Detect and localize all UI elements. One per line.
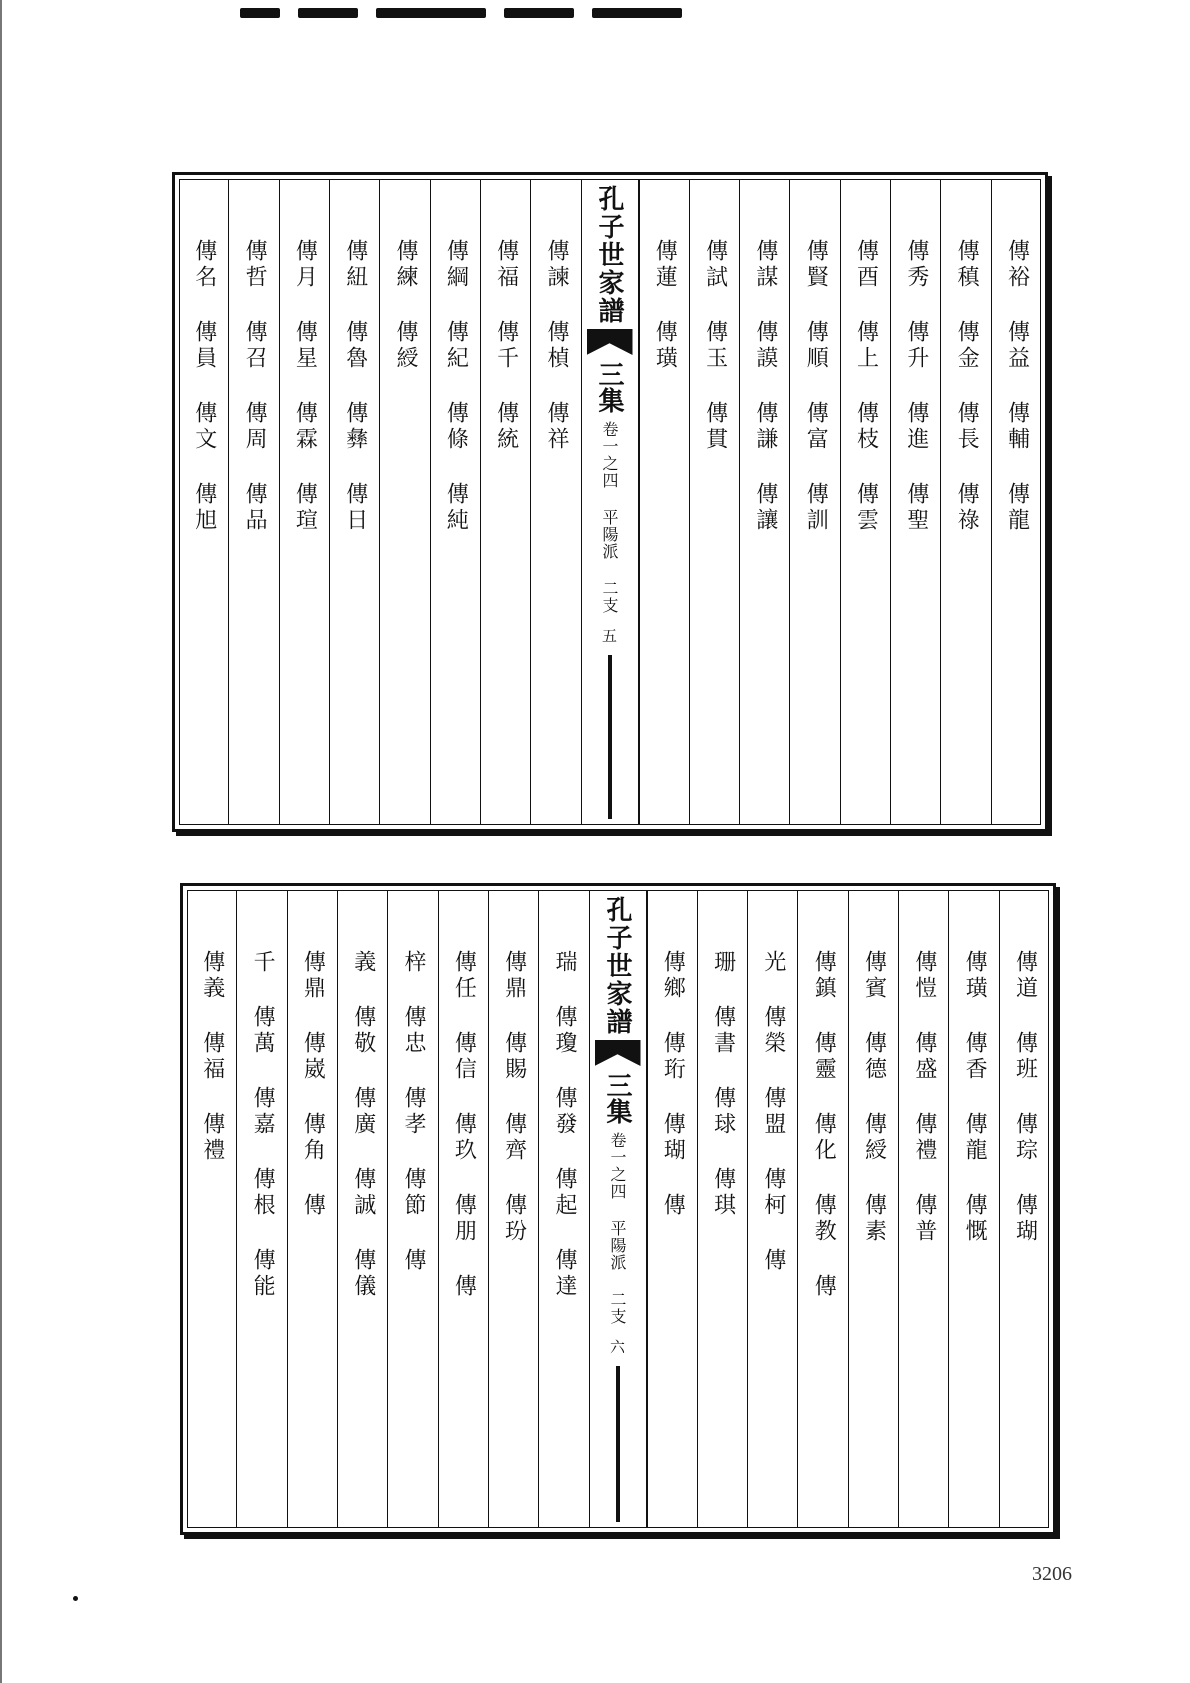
genealogy-column [329,179,379,825]
ink-mark [240,8,280,18]
genealogy-column [697,890,747,1528]
genealogy-column [898,890,948,1528]
lower-page-columns [187,890,1049,1528]
genealogy-names: 傳福 傳千 傳統 [493,239,519,453]
genealogy-names: 傳鼎 傳賜 傳齊 傳玢 [501,950,527,1245]
genealogy-column [739,179,789,825]
collection-label: 三集 [602,1072,632,1124]
genealogy-names: 千 傳萬 傳嘉 傳根 傳能 [250,950,276,1300]
genealogy-column [530,179,580,825]
genealogy-column [848,890,898,1528]
page-number: 3206 [1032,1563,1072,1585]
genealogy-names: 傳裕 傳益 傳輔 傳龍 [1004,239,1030,534]
ink-mark [504,8,574,18]
genealogy-names: 傳賓 傳德 傳綬 傳素 [861,950,887,1245]
genealogy-names: 光 傳榮 傳盟 傳柯 傳 [760,950,786,1274]
genealogy-names: 傳鄉 傳珩 傳瑚 傳 [660,950,686,1219]
genealogy-column [488,890,538,1528]
genealogy-column [236,890,286,1528]
genealogy-names: 傳綱 傳紀 傳條 傳純 [443,239,469,534]
collection-label: 三集 [594,361,624,413]
genealogy-names: 傳鼎 傳崴 傳角 傳 [300,950,326,1219]
chapter-label: 卷一之四 平陽派 二支 [600,421,619,614]
genealogy-column [387,890,437,1528]
genealogy-names: 瑞 傳瓊 傳發 傳起 傳達 [551,950,577,1300]
genealogy-names: 傳練 傳綬 [393,239,418,372]
genealogy-column [538,890,588,1528]
genealogy-names: 傳哲 傳召 傳周 傳品 [242,239,268,534]
genealogy-names: 傳酉 傳上 傳枝 傳雲 [853,239,879,534]
genealogy-names: 傳紐 傳魯 傳彝 傳日 [342,239,368,534]
genealogy-column [999,890,1049,1528]
genealogy-names: 傳璜 傳香 傳龍 傳慨 [962,950,988,1245]
genealogy-column [228,179,278,825]
genealogy-column [747,890,797,1528]
genealogy-column [337,890,387,1528]
scan-edge-line [0,0,2,1683]
genealogy-names: 傳任 傳信 傳玖 傳朋 傳 [451,950,477,1300]
genealogy-column [890,179,940,825]
scan-speck [73,1596,78,1601]
genealogy-names: 傳秀 傳升 傳進 傳聖 [903,239,929,534]
upper-page-center-margin [581,179,639,825]
genealogy-names: 傳蓮 傳璜 [652,239,678,372]
genealogy-column [991,179,1041,825]
genealogy-column [639,179,689,825]
ink-mark [592,8,682,18]
genealogy-names: 珊 傳書 傳球 傳琪 [710,950,736,1219]
genealogy-column [179,179,228,825]
chapter-label: 卷一之四 平陽派 二支 [608,1132,627,1325]
genealogy-names: 傳名 傳員 傳文 傳旭 [191,239,217,534]
genealogy-column [789,179,839,825]
genealogy-names: 傳鎮 傳靈 傳化 傳教 傳 [811,950,837,1300]
genealogy-names: 義 傳敬 傳廣 傳誠 傳儀 [350,950,376,1300]
margin-bar [608,655,612,819]
genealogy-names: 傳道 傳班 傳琮 傳瑚 [1012,950,1038,1245]
genealogy-column [797,890,847,1528]
genealogy-names: 傳謀 傳謨 傳謙 傳讓 [752,239,778,534]
lower-page-frame [180,883,1056,1535]
genealogy-column [287,890,337,1528]
genealogy-column [187,890,236,1528]
fishtail-mark-icon [587,329,633,355]
genealogy-column [379,179,429,825]
genealogy-names: 傳試 傳玉 傳貫 [702,239,728,453]
ink-mark [298,8,358,18]
genealogy-names: 傳諫 傳楨 傳祥 [543,239,569,453]
cropped-top-text-strip [240,0,920,18]
genealogy-names: 傳賢 傳順 傳富 傳訓 [803,239,829,534]
genealogy-column [279,179,329,825]
upper-page-frame [172,172,1048,832]
genealogy-names: 梓 傳忠 傳孝 傳節 傳 [401,950,426,1274]
genealogy-names: 傳月 傳星 傳霖 傳瑄 [292,239,318,534]
genealogy-names: 傳稹 傳金 傳長 傳祿 [954,239,980,534]
leaf-number: 五 [600,628,618,643]
upper-page-columns [179,179,1041,825]
book-title: 孔子世家譜 [594,185,624,325]
genealogy-column [480,179,530,825]
genealogy-names: 傳愷 傳盛 傳禮 傳普 [911,950,937,1245]
genealogy-column [840,179,890,825]
genealogy-column [430,179,480,825]
genealogy-column [689,179,739,825]
fishtail-mark-icon [595,1040,641,1066]
genealogy-column [948,890,998,1528]
leaf-number: 六 [608,1339,626,1354]
book-title: 孔子世家譜 [602,896,632,1036]
genealogy-names: 傳義 傳福 傳禮 [199,950,225,1164]
genealogy-column [940,179,990,825]
lower-page-center-margin [589,890,647,1528]
genealogy-column [647,890,697,1528]
genealogy-column [438,890,488,1528]
ink-mark [376,8,486,18]
margin-bar [616,1366,620,1522]
